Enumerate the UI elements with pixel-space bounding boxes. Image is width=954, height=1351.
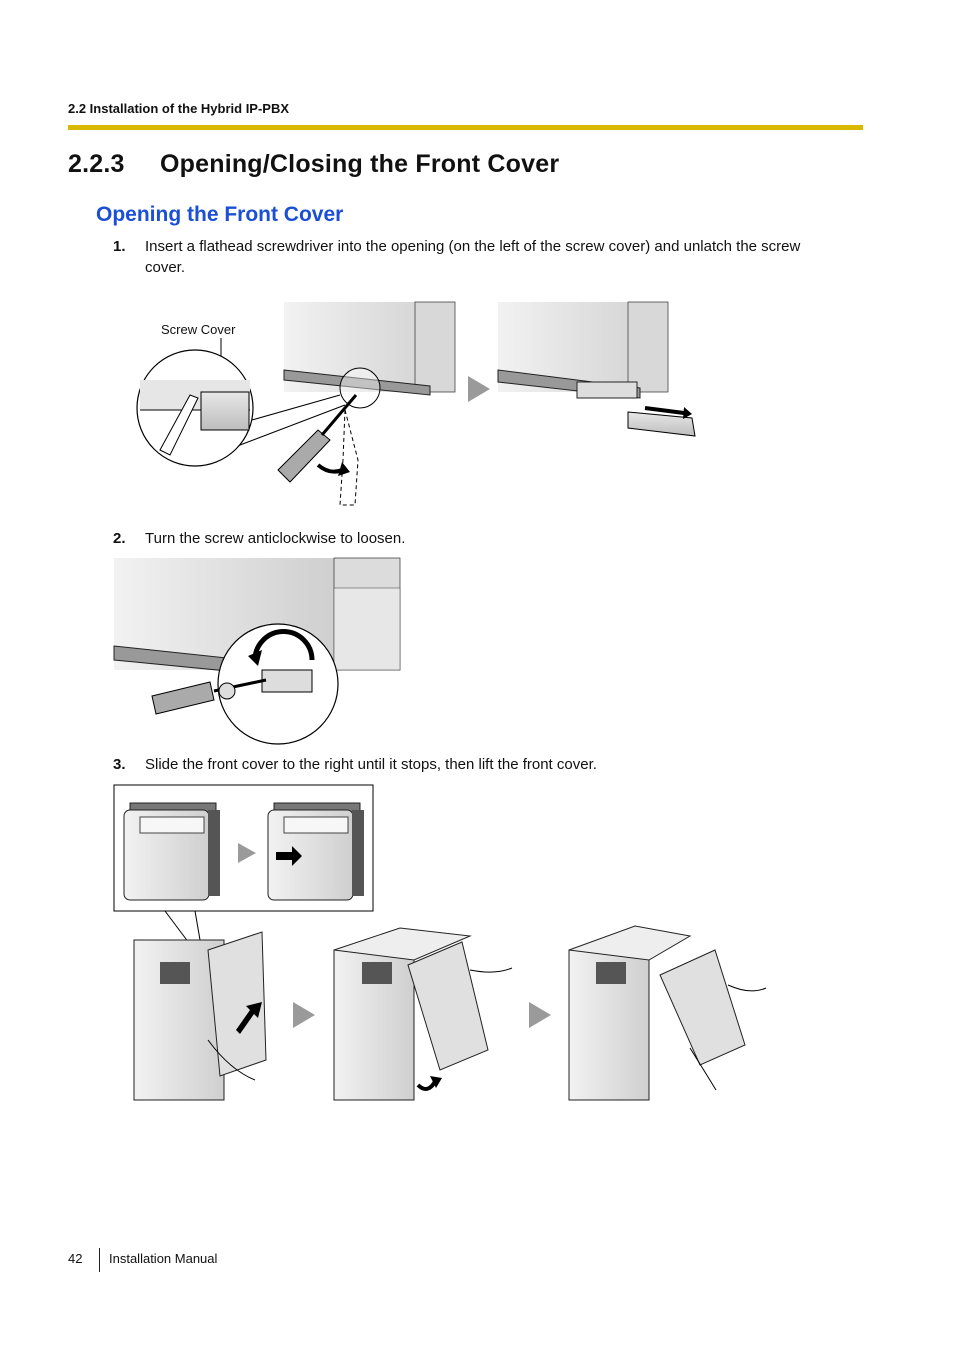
screw-cover-label: Screw Cover xyxy=(161,322,236,337)
step-1-line-1: Insert a flathead screwdriver into the opening (on the left of the screw cover) and unlatch the screw xyxy=(145,238,801,255)
footer-doc-title: Installation Manual xyxy=(109,1251,218,1266)
step-1-line-2: cover. xyxy=(145,259,186,276)
subsection-title: Opening the Front Cover xyxy=(96,203,344,226)
running-header: 2.2 Installation of the Hybrid IP-PBX xyxy=(68,101,290,116)
step-2-text: Turn the screw anticlockwise to loosen. xyxy=(145,530,406,547)
section-number: 2.2.3 xyxy=(68,150,125,178)
section-title-text: Opening/Closing the Front Cover xyxy=(160,150,560,178)
step-3-text: Slide the front cover to the right until it stops, then lift the front cover. xyxy=(145,756,597,773)
step-3-number: 3. xyxy=(113,756,126,773)
step-2-number: 2. xyxy=(113,530,126,547)
page-number: 42 xyxy=(68,1251,83,1266)
footer-divider xyxy=(99,1248,100,1272)
step-1-number: 1. xyxy=(113,238,126,255)
